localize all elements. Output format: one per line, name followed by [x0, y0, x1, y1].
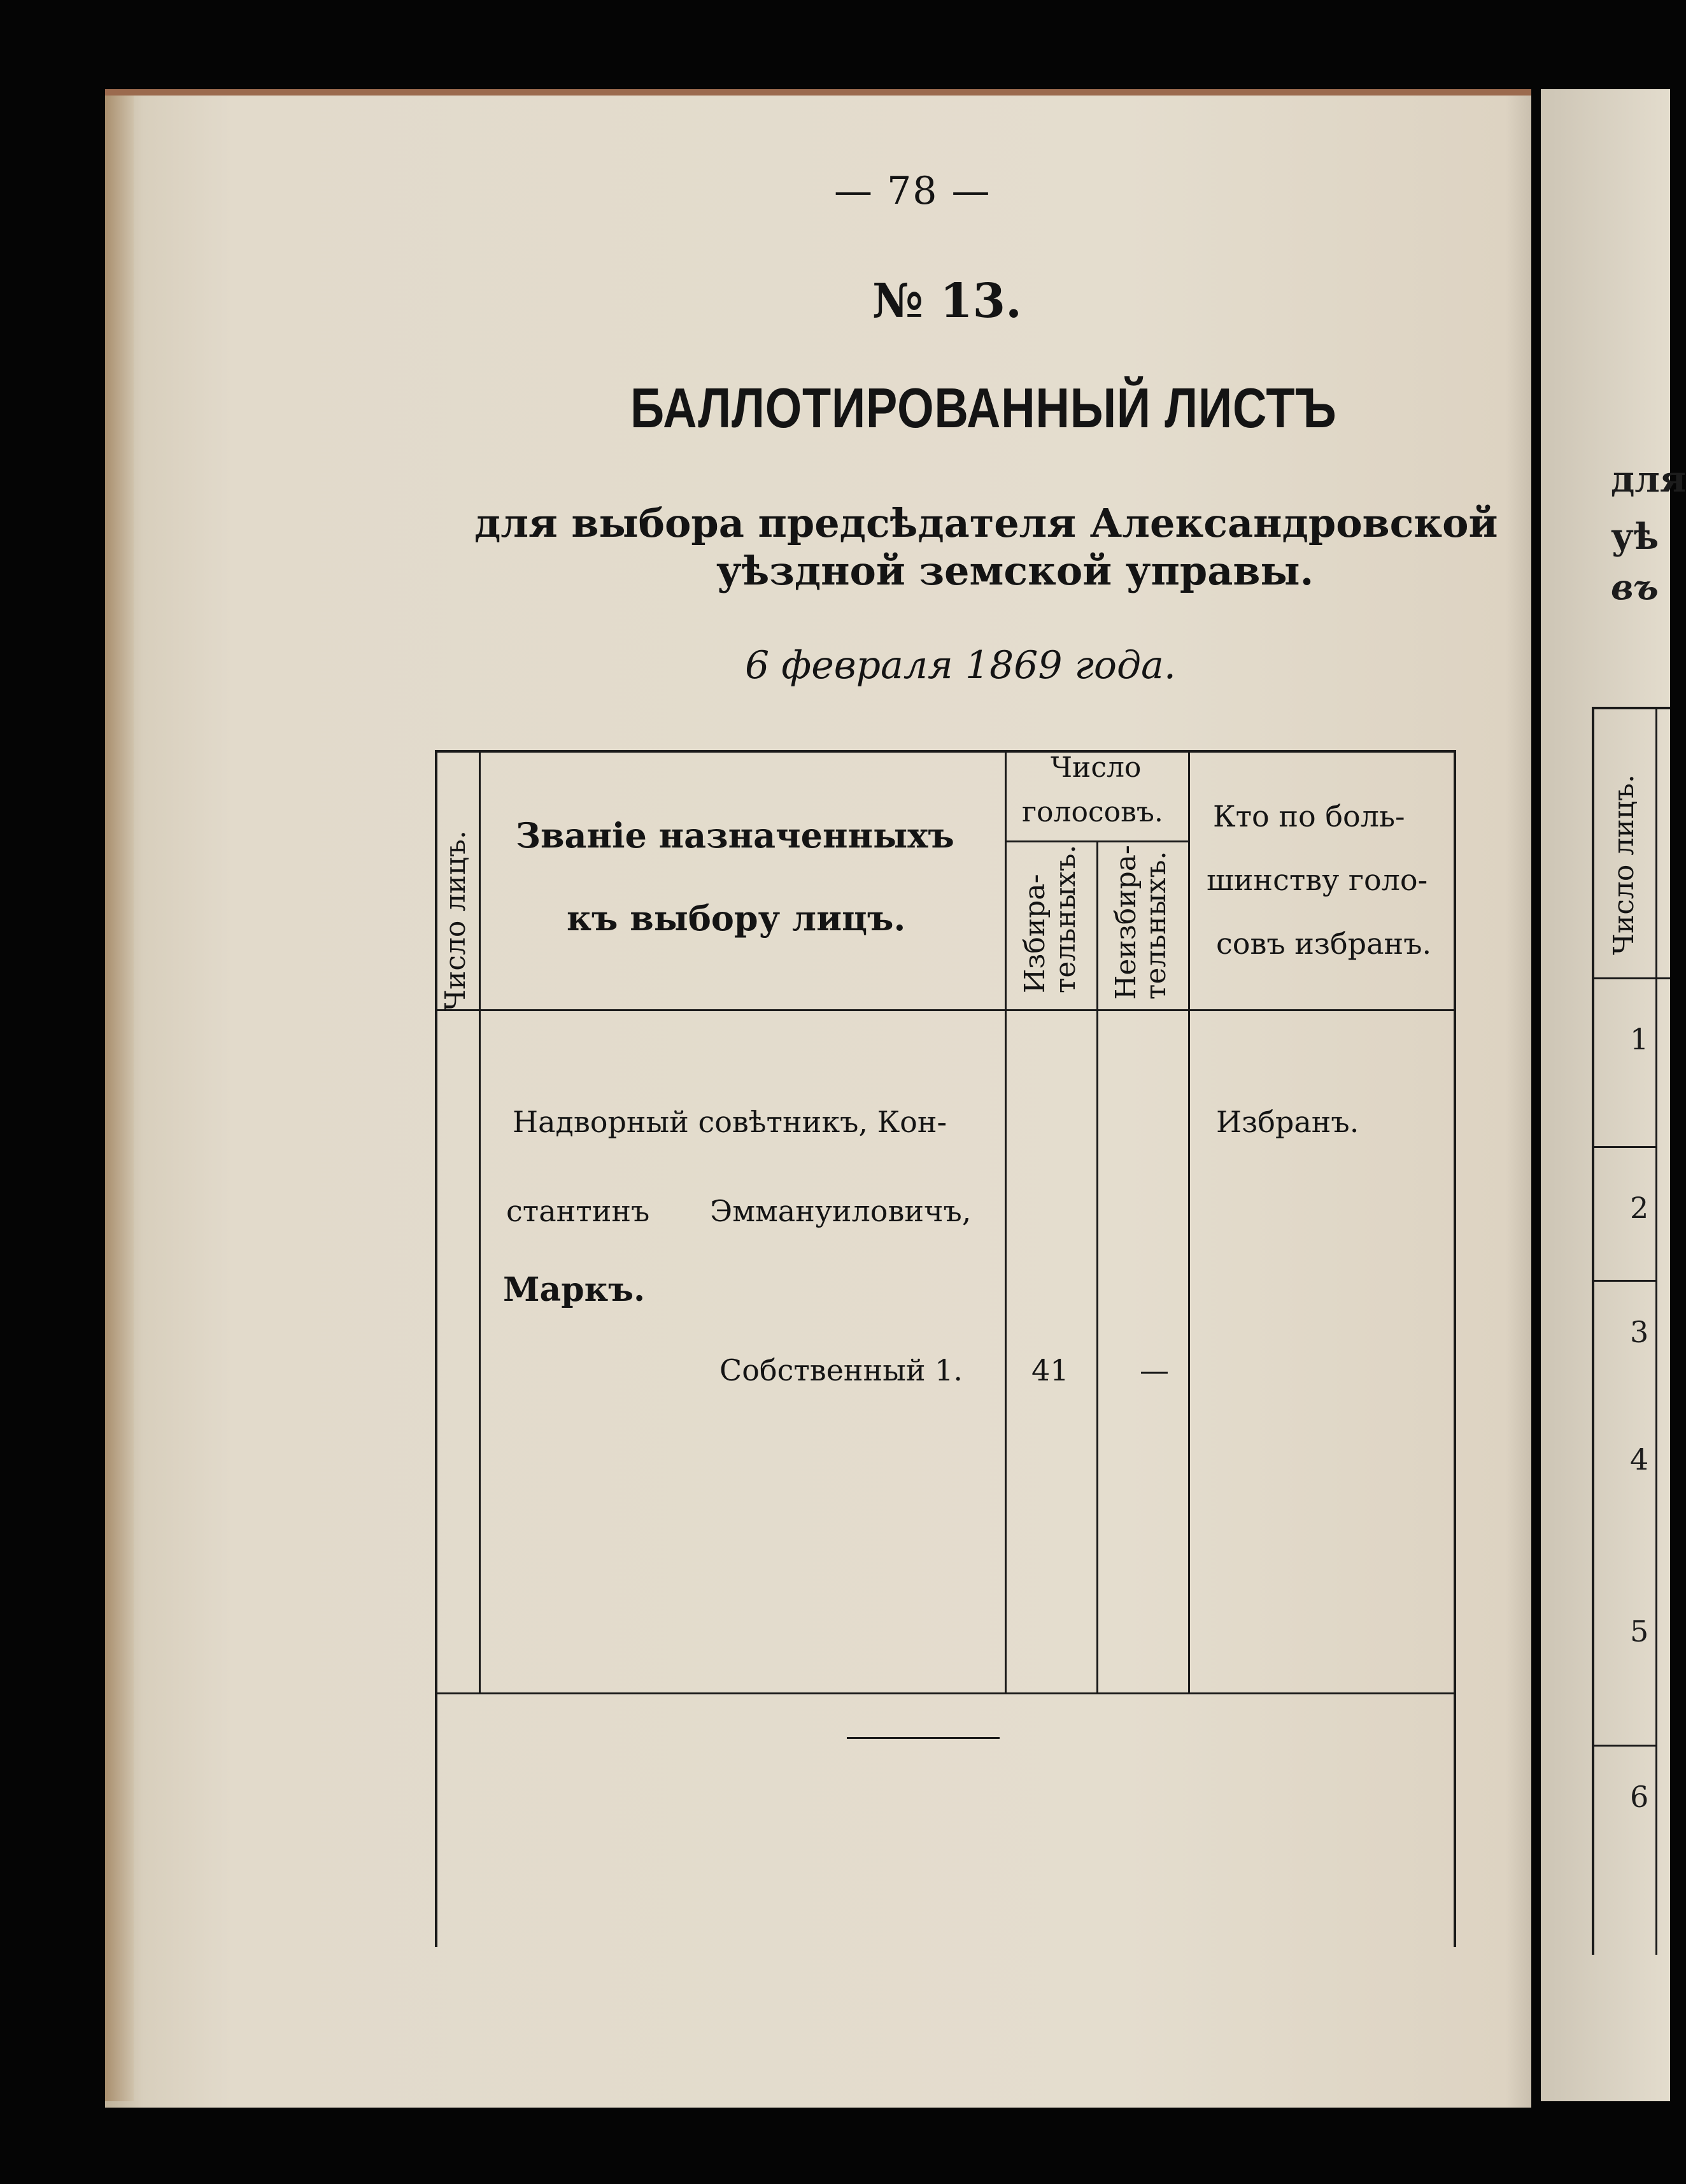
adjacent-word-1: для: [1611, 458, 1686, 500]
header-result-line-1: Кто по боль-: [1213, 799, 1405, 833]
row-votes-for: 41: [1031, 1353, 1069, 1387]
adjacent-table-border: [1592, 707, 1594, 1955]
document-title: БАЛЛОТИРОВАННЫЙ ЛИСТЪ: [630, 376, 1337, 439]
adjacent-page: [1541, 89, 1670, 2101]
adjacent-row-5: 5: [1630, 1614, 1649, 1649]
header-result-line-2: шинству голо-: [1207, 863, 1428, 897]
row-vote-note: Собственный 1.: [719, 1353, 963, 1387]
adjacent-row-2: 2: [1630, 1191, 1649, 1225]
row-name: Маркъ.: [503, 1270, 646, 1309]
table-border-right: [1454, 750, 1456, 1947]
table-border-left: [435, 750, 437, 1947]
header-result-line-3: совъ избранъ.: [1216, 926, 1432, 961]
header-votes-against-2: тельныхъ.: [1140, 851, 1172, 1000]
row-rank-line-2a: стантинъ: [506, 1194, 650, 1228]
adjacent-row-line: [1592, 1146, 1655, 1148]
header-votes-line-1: Число: [1051, 751, 1142, 784]
votes-subheader-line: [1006, 840, 1189, 842]
table-border-top: [435, 750, 1456, 753]
adjacent-row-line: [1592, 1280, 1655, 1282]
header-votes-line-2: голосовъ.: [1022, 796, 1163, 828]
row-result: Избранъ.: [1216, 1105, 1359, 1139]
adjacent-header-divider: [1592, 977, 1670, 979]
subtitle-line-2: уѣздной земской управы.: [716, 548, 1314, 594]
adjacent-row-4: 4: [1630, 1442, 1649, 1477]
adjacent-word-3: въ: [1611, 567, 1659, 607]
document-number: № 13.: [872, 274, 1022, 329]
header-votes-for-1: Избира-: [1019, 874, 1051, 993]
col-divider-1: [479, 750, 481, 1692]
adjacent-row-line: [1592, 1745, 1655, 1747]
header-votes-against-1: Неизбира-: [1110, 845, 1142, 1000]
document-date: 6 февраля 1869 года.: [745, 643, 1176, 688]
header-rank-line-2: къ выбору лицъ.: [567, 898, 906, 939]
adjacent-row-1: 1: [1630, 1022, 1649, 1056]
adjacent-row-6: 6: [1630, 1780, 1649, 1814]
page-number: — 78 —: [834, 169, 991, 213]
col-divider-2: [1005, 750, 1007, 1692]
col-divider-3: [1096, 840, 1098, 1692]
short-rule: [847, 1737, 1000, 1739]
row-rank-line-1: Надворный совѣтникъ, Кон-: [513, 1105, 947, 1139]
subtitle-line-1: для выбора предсѣдателя Александровской: [474, 500, 1498, 546]
header-divider: [435, 1009, 1456, 1011]
adjacent-table-top: [1592, 707, 1670, 709]
header-count: Число лицъ.: [439, 830, 472, 1011]
header-rank-line-1: Званіе назначенныхъ: [516, 815, 954, 856]
adjacent-header-count: Число лицъ.: [1608, 774, 1640, 955]
adjacent-row-3: 3: [1630, 1315, 1649, 1349]
adjacent-col-divider: [1655, 707, 1657, 1955]
col-divider-4: [1188, 750, 1190, 1692]
row-rank-line-2b: Эммануиловичъ,: [710, 1194, 972, 1228]
body-divider: [435, 1692, 1456, 1694]
adjacent-word-2: уѣ: [1611, 516, 1659, 558]
page-edge: [105, 96, 134, 2101]
row-votes-against: —: [1140, 1353, 1169, 1387]
header-votes-for-2: тельныхъ.: [1049, 844, 1082, 993]
